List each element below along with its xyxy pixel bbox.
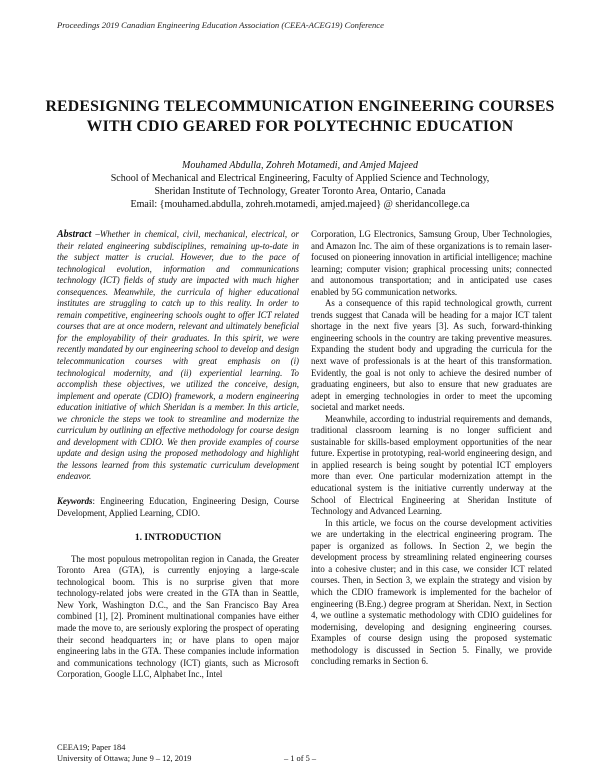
intro-paragraph-4: In this article, we focus on the course development activities we are undertaking in the electrical engineering program. The paper is organized as follows. In Section 2, we begin the development process by streamlining related engineering courses into a cohesive cluster; and in this case, we consider ICT related courses. Then, in Section 3, we explain the strategy and vision by which the CDIO framework is implemented for the bachelor of engineering (B.Eng.) degree program at Sheridan. Next, in Section 4, we outline a systematic methodology with CDIO guidelines for modernising, developing and designing engineering courses. Examples of course design using the proposed systematic methodology is discussed in Section 5. Finally, we provide concluding remarks in Section 6. (311, 517, 552, 667)
intro-paragraph-1: The most populous metropolitan region in Canada, the Greater Toronto Area (GTA), is currently enjoying a large-scale technological boom. This is no surprise given that more technology-related jobs were created in the GTA than in Seattle, New York, Washington D.C., and the San Francisco Bay Area combined [1], [2]. Prominent multinational companies have either made the move to, are seriously exploring the prospect of operating their second headquarters in; or have plans to open major engineering labs in the GTA. These companies include information and communications technology (ICT) giants, such as Microsoft Corporation, Google LLC, Alphabet Inc., Intel (57, 553, 299, 680)
abstract-label: Abstract (57, 229, 92, 240)
author-names: Mouhamed Abdulla, Zohreh Motamedi, and Amjed Majeed (182, 160, 418, 171)
keywords (57, 496, 299, 519)
keywords-label: Keywords (57, 496, 93, 507)
title-line-2: WITH CDIO GEARED FOR POLYTECHNIC EDUCATION (86, 118, 514, 135)
author-email: Email: {mouhamed.abdulla, zohreh.motamedi, amjed.majeed} @ sheridancollege.ca (130, 199, 470, 210)
intro-paragraph-1-continued: Corporation, LG Electronics, Samsung Group, Uber Technologies, and Amazon Inc. The aim of these organizations is to remain laser-focused on pioneering innovation in artificial intelligence; machine learning; computer vision; graphical processing units; connected and autonomous transportation; and in anticipated use cases enabled by 5G communication networks. (311, 229, 552, 297)
page-number: – 1 of 5 – (283, 753, 317, 763)
abstract-text: –Whether in chemical, civil, mechanical, electrical, or their related engineering subdisciplines, remaining up-to-date in the subject matter is crucial. However, due to the pace of technological evolution, information and communications technology (ICT) fields of study are impacted with much higher consequences. Meanwhile, the curricula of higher educational institutes are struggling to catch up to this reality. In order to remain competitive, engineering schools ought to offer ICT related courses that are at once modern, relevant and ultimately beneficial for the employability of their graduates. In this spirit, we were recently mandated by our engineering school to develop and design telecommunication courses with great emphasis on (i) technological modernity, and (ii) experiential learning. To accomplish these objectives, we utilized the conceive, design, implement and operate (CDIO) framework, a modern engineering education initiative of which Sheridan is a member. In this article, we chronicle the steps we took to streamline and modernize the curriculum by outlining an effective methodology for course design and development with CDIO. We then provide examples of course update and design using the proposed methodology and highlight the lessons learned from this systematic curriculum development endeavor. (57, 229, 299, 482)
right-column (311, 229, 552, 668)
abstract (57, 229, 299, 483)
footer-left (57, 743, 191, 764)
intro-paragraph-3: Meanwhile, according to industrial requirements and demands, traditional classroom learning is no longer sufficient and sustainable for skills-based employment opportunities of the near future. Expertise in prototyping, real-world engineering design, and in applied research is being sought by potential ICT employers more than ever. One particular modernization attempt in the educational system is the initiative currently underway at the School of Electrical Engineering at Sheridan Institute of Technology and Advanced Learning. (311, 413, 552, 517)
affiliation-line-1: School of Mechanical and Electrical Engineering, Faculty of Applied Science and Technology, (110, 173, 490, 184)
paper-title (30, 97, 570, 137)
running-head: Proceedings 2019 Canadian Engineering Education Association (CEEA-ACEG19) Conference (57, 20, 384, 30)
section-heading-introduction: 1. INTRODUCTION (134, 532, 222, 544)
title-line-1: REDESIGNING TELECOMMUNICATION ENGINEERING COURSES (45, 98, 555, 115)
keywords-text: : Engineering Education, Engineering Design, Course Development, Applied Learning, CDIO. (57, 496, 299, 518)
affiliation-line-2: Sheridan Institute of Technology, Greater Toronto Area, Ontario, Canada (154, 186, 446, 197)
intro-paragraph-2: As a consequence of this rapid technological growth, current trends suggest that Canada will be heading for a major ICT talent shortage in the next five years [3]. As such, forward-thinking engineering schools in the country are taking preventive measures. Expanding the student body and upgrading the curricula for the next wave of professionals is at the heart of this transformation. Evidently, the goal is not only to achieve the desired number of graduating engineers, but also to ensure that new graduates are adept in emerging technologies in order to meet the upcoming societal and market needs. (311, 298, 552, 413)
footer-venue: University of Ottawa; June 9 – 12, 2019 (57, 753, 192, 763)
left-column (57, 229, 299, 681)
footer-paper-id: CEEA19; Paper 184 (57, 743, 126, 752)
author-block (30, 159, 570, 211)
